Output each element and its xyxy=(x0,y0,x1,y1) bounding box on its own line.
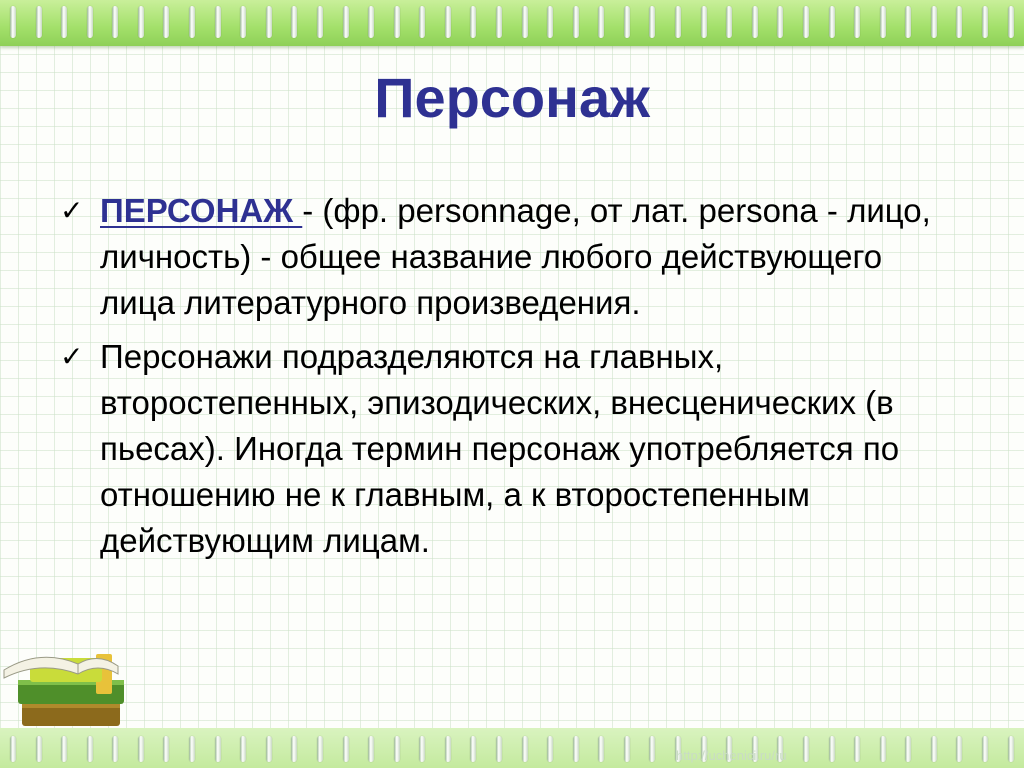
watermark-text: http://uchenici.ru/ru xyxy=(676,748,787,763)
ring xyxy=(931,6,937,38)
ring xyxy=(343,736,349,762)
ring xyxy=(726,6,732,38)
ring xyxy=(368,6,374,38)
ring xyxy=(291,6,297,38)
ring xyxy=(240,6,246,38)
ring xyxy=(522,6,528,38)
ring xyxy=(10,6,16,38)
ring xyxy=(215,736,221,762)
ring xyxy=(931,736,937,762)
term-label: ПЕРСОНАЖ xyxy=(100,192,303,229)
ring xyxy=(445,736,451,762)
ring xyxy=(419,6,425,38)
ring xyxy=(649,736,655,762)
ring xyxy=(163,736,169,762)
ring xyxy=(445,6,451,38)
ring xyxy=(598,736,604,762)
check-icon: ✓ xyxy=(60,195,84,226)
ring xyxy=(240,736,246,762)
bullet-text: Персонажи подразделяются на главных, второстепенных, эпизодических, внесценических (в пьесах). Иногда термин персонаж употребляется по отношению не к главным, а к второстепенным действующим лицам. xyxy=(100,338,900,559)
ring xyxy=(470,6,476,38)
ring xyxy=(317,736,323,762)
ring xyxy=(36,736,42,762)
books-icon xyxy=(0,640,150,735)
ring xyxy=(956,736,962,762)
ring xyxy=(649,6,655,38)
bullet-text: - (фр. personnage, от лат. persona - лицо, личность) - общее название любого действующего лица литературного произведения. xyxy=(100,192,931,321)
ring xyxy=(777,6,783,38)
ring xyxy=(854,6,860,38)
ring xyxy=(752,6,758,38)
ring xyxy=(829,6,835,38)
ring xyxy=(163,6,169,38)
ring xyxy=(317,6,323,38)
ring xyxy=(10,736,16,762)
ring xyxy=(701,6,707,38)
ring xyxy=(803,6,809,38)
ring xyxy=(343,6,349,38)
ring xyxy=(624,736,630,762)
ring xyxy=(624,6,630,38)
spiral-rings-top xyxy=(0,6,1024,38)
ring xyxy=(496,6,502,38)
ring xyxy=(138,736,144,762)
bullet-item xyxy=(60,188,960,326)
bullet-item xyxy=(60,334,960,564)
ring xyxy=(394,6,400,38)
ring xyxy=(956,6,962,38)
ring xyxy=(880,736,886,762)
ring xyxy=(394,736,400,762)
ring xyxy=(189,736,195,762)
ring xyxy=(982,6,988,38)
ring xyxy=(598,6,604,38)
ring xyxy=(1008,736,1014,762)
ring xyxy=(87,736,93,762)
spiral-rings-bottom xyxy=(0,736,1024,762)
ring xyxy=(496,736,502,762)
ring xyxy=(266,736,272,762)
ring xyxy=(547,736,553,762)
ring xyxy=(189,6,195,38)
ring xyxy=(368,736,374,762)
ring xyxy=(803,736,809,762)
ring xyxy=(982,736,988,762)
ring xyxy=(36,6,42,38)
ring xyxy=(905,6,911,38)
ring xyxy=(291,736,297,762)
ring xyxy=(61,736,67,762)
ring xyxy=(573,736,579,762)
ring xyxy=(522,736,528,762)
ring xyxy=(1008,6,1014,38)
ring xyxy=(854,736,860,762)
check-icon: ✓ xyxy=(60,341,84,372)
ring xyxy=(138,6,144,38)
slide-title: Персонаж xyxy=(374,66,650,129)
ring xyxy=(112,6,118,38)
ring xyxy=(215,6,221,38)
ring xyxy=(112,736,118,762)
ring xyxy=(573,6,579,38)
ring xyxy=(470,736,476,762)
slide-content xyxy=(60,188,960,564)
ring xyxy=(880,6,886,38)
ring xyxy=(829,736,835,762)
ring xyxy=(905,736,911,762)
ring xyxy=(675,6,681,38)
ring xyxy=(61,6,67,38)
ring xyxy=(266,6,272,38)
ring xyxy=(419,736,425,762)
ring xyxy=(87,6,93,38)
ring xyxy=(547,6,553,38)
